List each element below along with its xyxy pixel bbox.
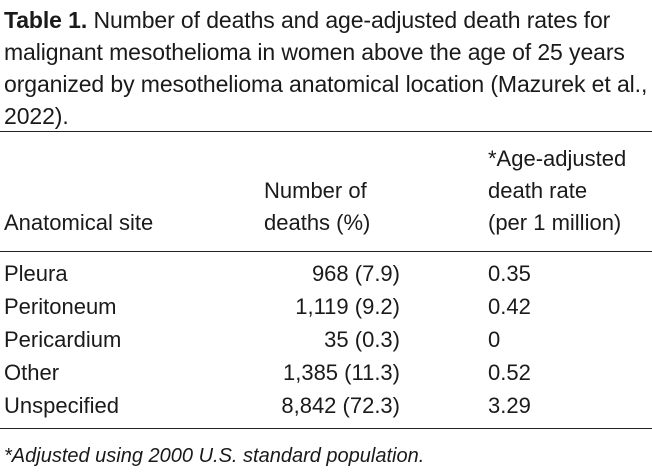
cell-site: Other <box>4 360 60 385</box>
header-rate-line-3: (per 1 million) <box>488 210 622 235</box>
header-anatomical-site: Anatomical site <box>4 210 154 235</box>
header-rate-line-1: *Age-adjusted <box>488 146 627 171</box>
table-row <box>0 324 652 356</box>
table-row <box>0 357 652 389</box>
cell-deaths: 1,119 (9.2) <box>295 294 400 319</box>
table-label: Table 1. <box>4 7 88 33</box>
table-row <box>0 258 652 290</box>
table-row <box>0 291 652 323</box>
table-caption-text: Number of deaths and age-adjusted death rates for malignant mesothelioma in women above the age of 25 years organized by mesothelioma anatomical location (Mazurek et al., 2022). <box>4 7 648 129</box>
cell-deaths: 1,385 (11.3) <box>282 360 400 385</box>
table-top-rule <box>0 131 652 132</box>
cell-deaths: 35 (0.3) <box>324 327 400 352</box>
header-deaths-line-2: deaths (%) <box>264 210 371 235</box>
header-deaths-line-1: Number of <box>264 178 367 203</box>
table-header-rule <box>0 251 652 252</box>
header-rate-line-2: death rate <box>488 178 588 203</box>
cell-deaths: 968 (7.9) <box>311 261 400 286</box>
cell-rate: 0.42 <box>488 294 531 319</box>
cell-deaths: 8,842 (72.3) <box>281 393 400 418</box>
cell-rate: 0.35 <box>488 261 531 286</box>
cell-site: Peritoneum <box>4 294 117 319</box>
cell-rate: 0.52 <box>488 360 531 385</box>
cell-rate: 0 <box>488 327 501 352</box>
cell-site: Unspecified <box>4 393 119 418</box>
table-footnote: *Adjusted using 2000 U.S. standard population. <box>4 445 425 467</box>
table-caption <box>4 4 648 132</box>
header-age-adjusted-rate <box>488 143 626 239</box>
cell-rate: 3.29 <box>488 393 531 418</box>
table-row <box>0 390 652 422</box>
cell-site: Pleura <box>4 261 68 286</box>
table-bottom-rule <box>0 428 652 429</box>
cell-site: Pericardium <box>4 327 122 352</box>
header-number-of-deaths <box>264 175 370 239</box>
